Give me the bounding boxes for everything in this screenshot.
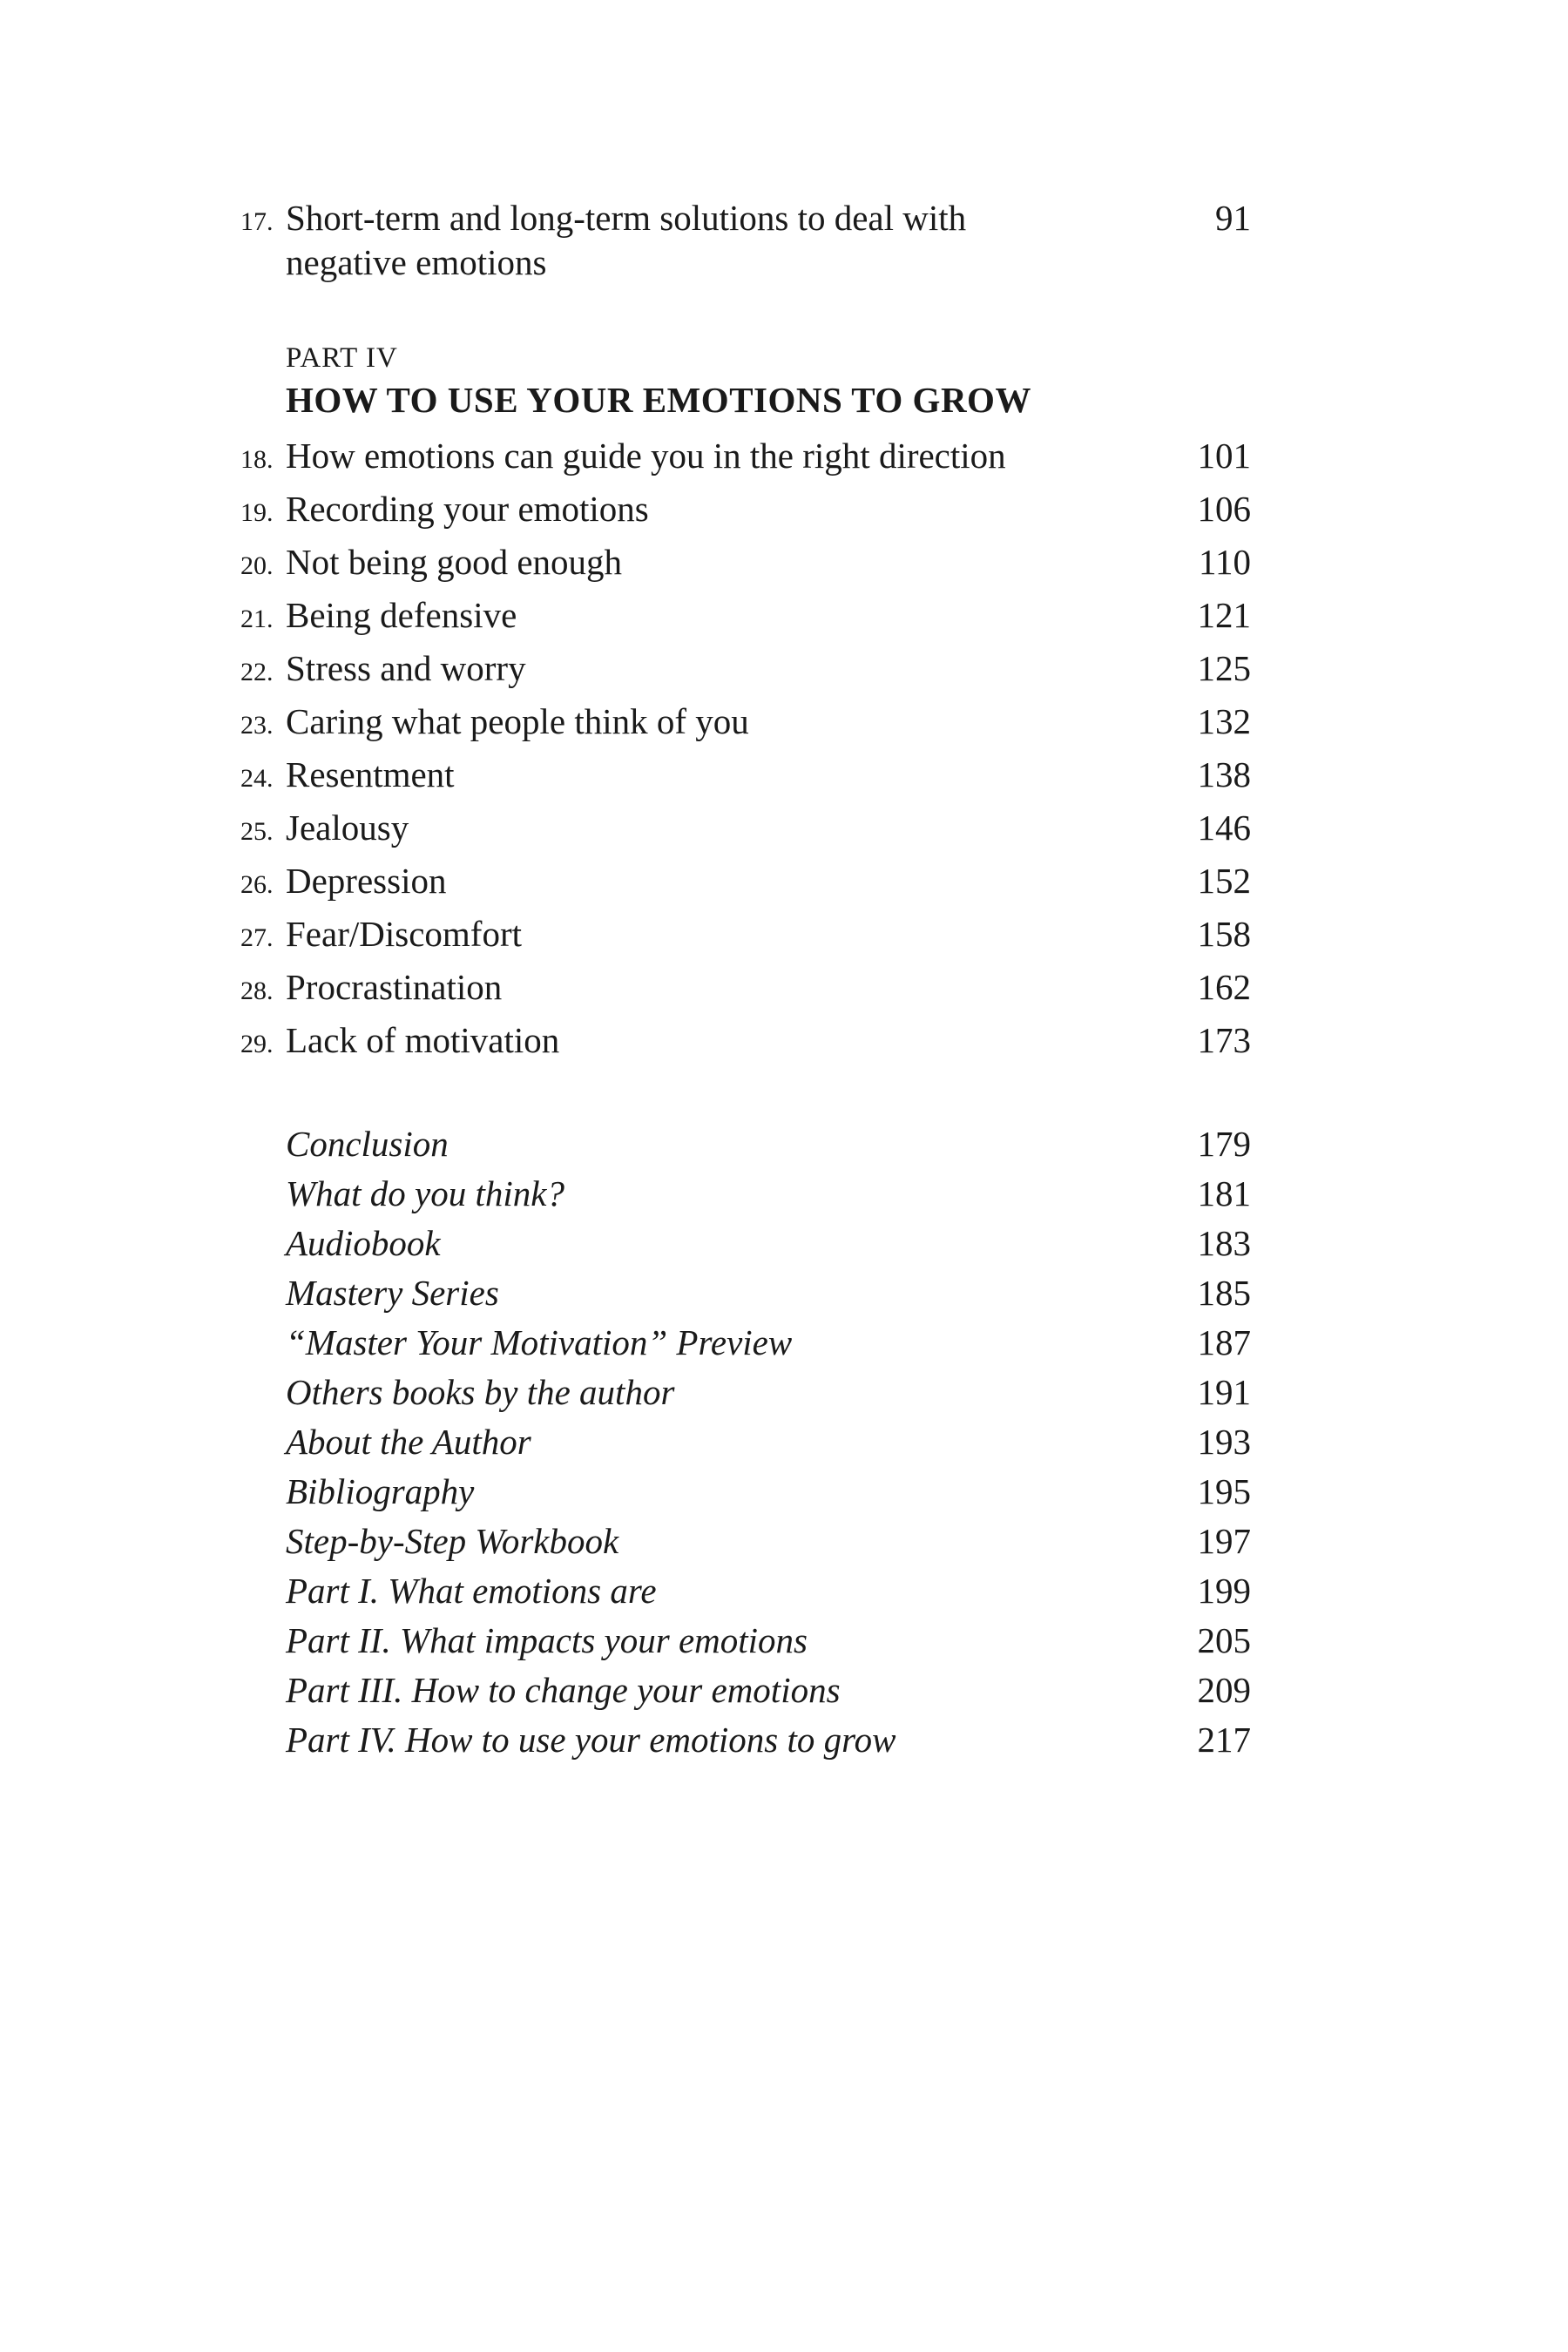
chapter-title: Jealousy bbox=[286, 808, 409, 848]
page-number: 158 bbox=[1197, 914, 1251, 954]
chapter-number: 20. bbox=[240, 551, 274, 580]
chapter-title: Depression bbox=[286, 861, 447, 901]
page-number: 125 bbox=[1197, 648, 1251, 688]
chapter-number: 28. bbox=[240, 977, 274, 1005]
chapter-title bbox=[286, 196, 1129, 285]
chapter-number: 21. bbox=[240, 605, 274, 633]
page-number: 197 bbox=[1197, 1521, 1251, 1561]
entry-title: “Master Your Motivation” Preview bbox=[286, 1322, 793, 1362]
toc-entry bbox=[240, 484, 1251, 537]
page-number: 179 bbox=[1197, 1124, 1251, 1164]
entry-title: Part II. What impacts your emotions bbox=[286, 1620, 808, 1660]
chapter-number: 27. bbox=[240, 923, 274, 952]
back-matter-entry bbox=[240, 1169, 1251, 1219]
page-number: 162 bbox=[1197, 967, 1251, 1007]
toc-entry bbox=[240, 963, 1251, 1016]
back-matter-entry bbox=[240, 1666, 1251, 1715]
toc-entry bbox=[240, 431, 1251, 484]
toc-entry bbox=[240, 803, 1251, 856]
entry-title: Step-by-Step Workbook bbox=[286, 1521, 619, 1561]
page-number: 181 bbox=[1197, 1173, 1251, 1213]
toc-entry bbox=[240, 856, 1251, 909]
chapter-number: 26. bbox=[240, 870, 274, 899]
chapter-title-line-2: negative emotions bbox=[286, 242, 547, 282]
entry-title: Part I. What emotions are bbox=[286, 1571, 657, 1611]
back-matter-entry bbox=[240, 1616, 1251, 1666]
entry-title: Conclusion bbox=[286, 1124, 449, 1164]
page-number: 106 bbox=[1197, 489, 1251, 529]
entry-title: Others books by the author bbox=[286, 1372, 675, 1412]
chapter-number: 23. bbox=[240, 711, 274, 740]
back-matter-list bbox=[240, 1119, 1251, 1765]
toc-entry bbox=[240, 697, 1251, 750]
page-number: 205 bbox=[1197, 1620, 1251, 1660]
page-number: 187 bbox=[1197, 1322, 1251, 1362]
entry-title: Part IV. How to use your emotions to grow bbox=[286, 1720, 896, 1760]
back-matter-entry bbox=[240, 1417, 1251, 1467]
part-label: PART IV bbox=[286, 342, 398, 374]
chapter-title: Stress and worry bbox=[286, 648, 526, 688]
back-matter-entry bbox=[240, 1219, 1251, 1268]
page-number: 185 bbox=[1197, 1273, 1251, 1313]
chapter-number: 22. bbox=[240, 658, 274, 686]
chapter-title: Fear/Discomfort bbox=[286, 914, 522, 954]
chapter-number: 18. bbox=[240, 445, 274, 474]
chapter-title: Caring what people think of you bbox=[286, 701, 749, 741]
chapter-number: 25. bbox=[240, 817, 274, 846]
back-matter-entry bbox=[240, 1566, 1251, 1616]
entry-title: Audiobook bbox=[286, 1223, 441, 1263]
page-number: 195 bbox=[1197, 1471, 1251, 1511]
table-of-contents bbox=[240, 193, 1251, 1765]
chapter-number: 29. bbox=[240, 1030, 274, 1058]
entry-title: About the Author bbox=[286, 1422, 531, 1462]
back-matter-entry bbox=[240, 1368, 1251, 1417]
page-number: 101 bbox=[1197, 436, 1251, 476]
chapter-number: 17. bbox=[240, 207, 274, 236]
page-number: 209 bbox=[1197, 1670, 1251, 1710]
chapter-title-line-1: Short-term and long-term solutions to deal with bbox=[286, 198, 967, 238]
chapter-number: 19. bbox=[240, 498, 274, 527]
toc-entry bbox=[240, 537, 1251, 591]
toc-entry-17 bbox=[240, 193, 1251, 285]
entry-title: Part III. How to change your emotions bbox=[286, 1670, 841, 1710]
toc-entry bbox=[240, 1016, 1251, 1069]
page-number: 152 bbox=[1197, 861, 1251, 901]
page-number: 146 bbox=[1197, 808, 1251, 848]
back-matter-entry bbox=[240, 1268, 1251, 1318]
entry-title: Bibliography bbox=[286, 1471, 475, 1511]
page-number: 138 bbox=[1197, 754, 1251, 794]
back-matter-entry bbox=[240, 1715, 1251, 1765]
back-matter-entry bbox=[240, 1119, 1251, 1169]
page-number: 121 bbox=[1197, 595, 1251, 635]
chapter-title: Recording your emotions bbox=[286, 489, 649, 529]
part-title: HOW TO USE YOUR EMOTIONS TO GROW bbox=[286, 380, 1031, 420]
entry-title: Mastery Series bbox=[286, 1273, 499, 1313]
page-number: 173 bbox=[1197, 1020, 1251, 1060]
page-number: 183 bbox=[1197, 1223, 1251, 1263]
page-number: 91 bbox=[1215, 198, 1251, 238]
chapter-title: How emotions can guide you in the right direction bbox=[286, 436, 1006, 476]
page-number: 110 bbox=[1199, 542, 1251, 582]
page-number: 132 bbox=[1197, 701, 1251, 741]
chapter-title: Resentment bbox=[286, 754, 455, 794]
chapter-title: Not being good enough bbox=[286, 542, 623, 582]
page-number: 191 bbox=[1197, 1372, 1251, 1412]
chapter-number: 24. bbox=[240, 764, 274, 793]
part-heading bbox=[240, 341, 1251, 424]
entry-title: What do you think? bbox=[286, 1173, 564, 1213]
chapter-list bbox=[240, 431, 1251, 1069]
chapter-title: Lack of motivation bbox=[286, 1020, 560, 1060]
toc-entry bbox=[240, 644, 1251, 697]
chapter-title: Procrastination bbox=[286, 967, 503, 1007]
page-number: 193 bbox=[1197, 1422, 1251, 1462]
back-matter-entry bbox=[240, 1517, 1251, 1566]
toc-entry bbox=[240, 591, 1251, 644]
back-matter-entry bbox=[240, 1318, 1251, 1368]
toc-entry bbox=[240, 909, 1251, 963]
page-number: 217 bbox=[1197, 1720, 1251, 1760]
chapter-title: Being defensive bbox=[286, 595, 517, 635]
toc-entry bbox=[240, 750, 1251, 803]
back-matter-entry bbox=[240, 1467, 1251, 1517]
page-number: 199 bbox=[1197, 1571, 1251, 1611]
